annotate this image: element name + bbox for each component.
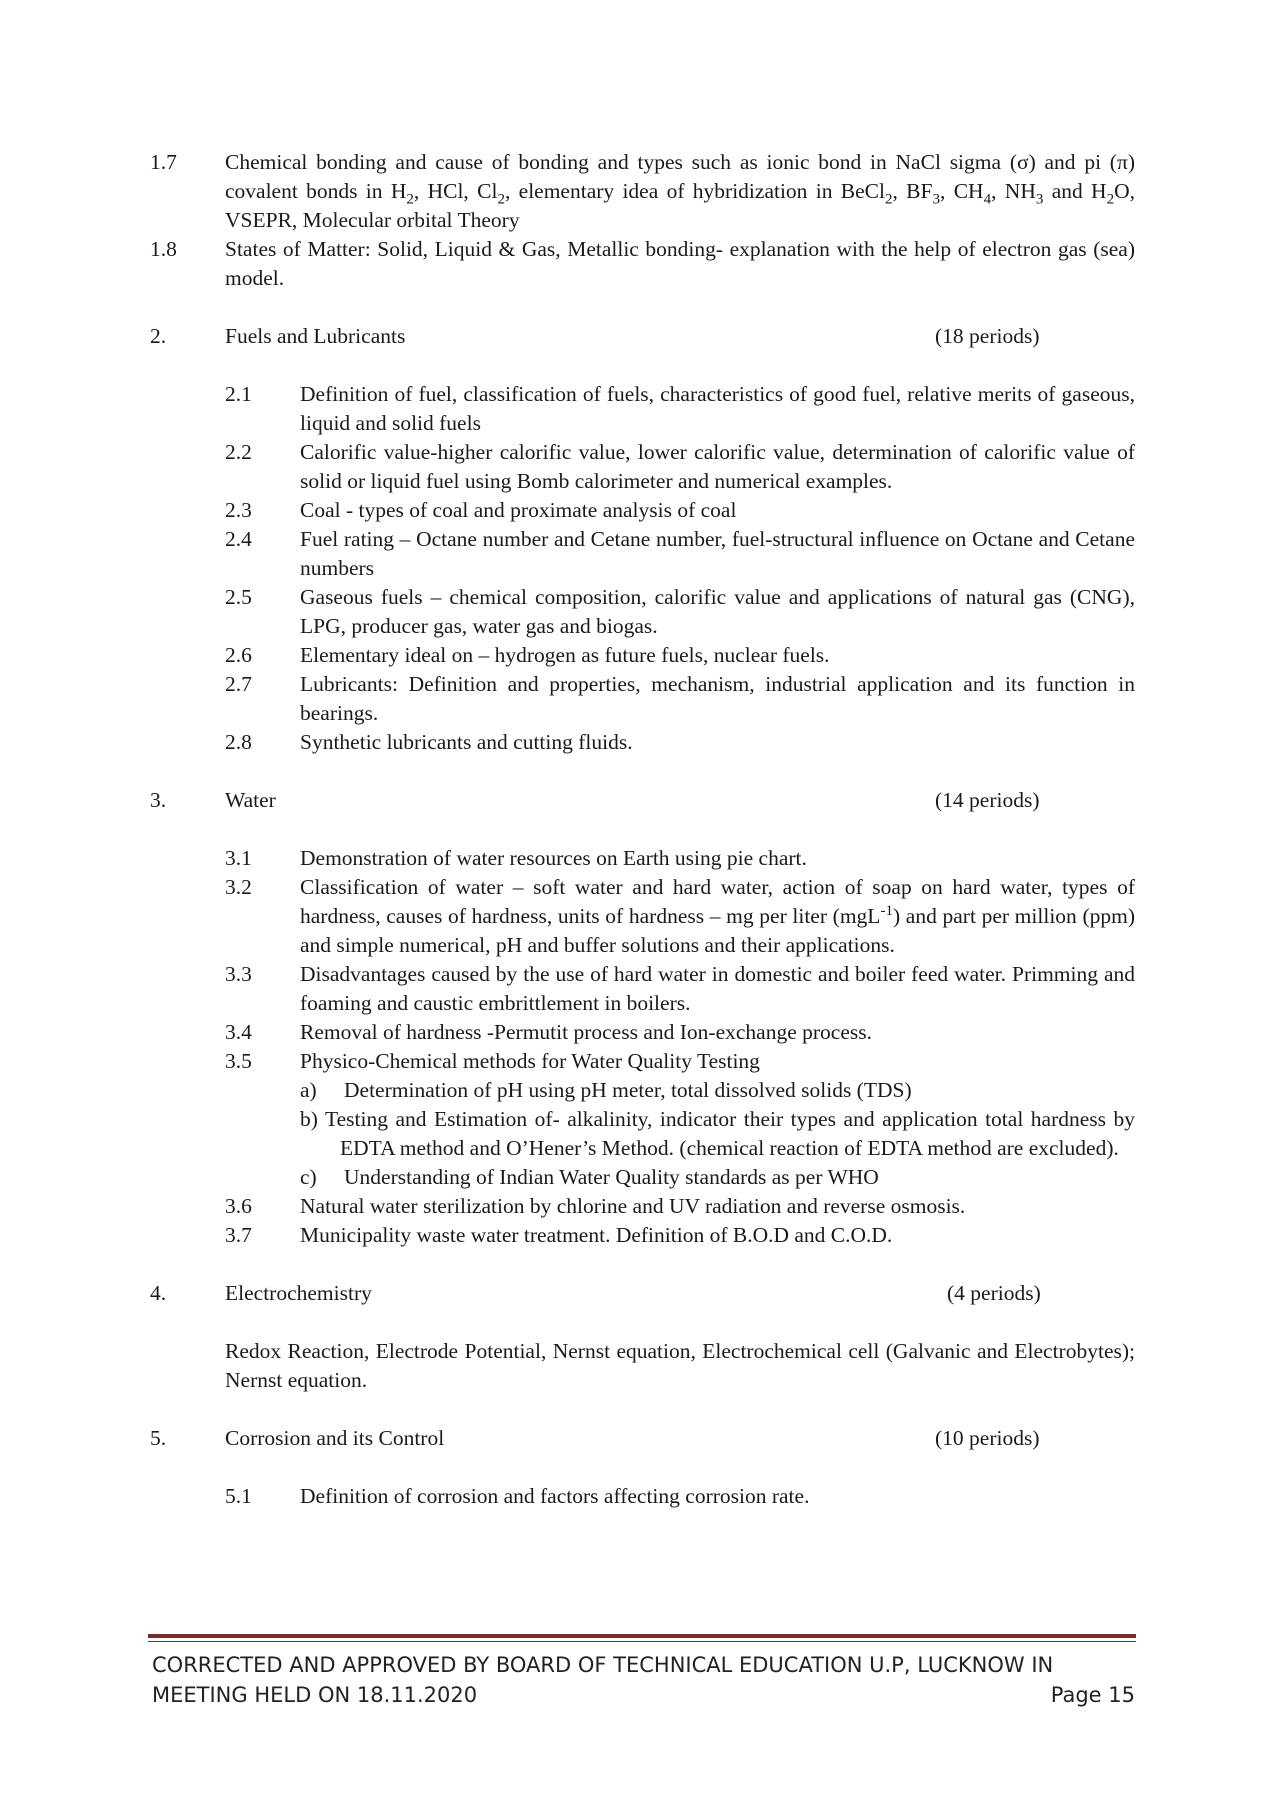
section-periods: (14 periods): [935, 788, 1040, 812]
section-title: Fuels and Lubricants: [225, 324, 406, 348]
section-periods: (10 periods): [935, 1426, 1040, 1450]
section-items-water: [150, 844, 1135, 1250]
sub-list-3-5: [225, 1076, 1135, 1192]
section-title: Electrochemistry: [225, 1281, 372, 1305]
footer-divider-thin: [148, 1641, 1136, 1642]
list-item: 2.7 Lubricants: Definition and properties, mechanism, industrial application and its function in bearings.: [225, 672, 1135, 725]
list-item: 3.6 Natural water sterilization by chlorine and UV radiation and reverse osmosis.: [225, 1194, 966, 1218]
list-item: 2.4 Fuel rating – Octane number and Cetane number, fuel-structural influence on Octane and Cetane numbers: [225, 527, 1135, 580]
list-item-1-8: [150, 235, 1135, 293]
list-item: 5.1 Definition of corrosion and factors affecting corrosion rate.: [225, 1484, 810, 1508]
page-number: Page 15: [1050, 1683, 1135, 1707]
list-item: 3.5 Physico-Chemical methods for Water Quality Testing: [225, 1049, 760, 1073]
section-number: 5.: [150, 1426, 167, 1450]
sub-list-item: b) Testing and Estimation of- alkalinity, indicator their types and application total hardness by EDTA method and O’Hener’s Method. (chemical reaction of EDTA method are excluded).: [300, 1107, 1135, 1160]
section-title: Water: [225, 788, 276, 812]
list-item: 3.2 Classification of water – soft water and hard water, action of soap on hard water, types of hardness, causes of hardness, units of hardness – mg per liter (mgL$^{-1}$) and part per million (ppm) and simple numerical, pH and buffer solutions and their applications.: [225, 875, 1135, 957]
item-text: Chemical bonding and cause of bonding and types such as ionic bond in NaCl sigma (σ) and pi (π) covalent bonds in $H_2$, HCl, $Cl_2$, elementary idea of hybridization in BeCl$_2$, $BF_3$, $CH_4$, $NH_3$ and $H_2O$, VSEPR, Molecular orbital Theory: [225, 150, 1136, 232]
item-text: States of Matter: Solid, Liquid & Gas, Metallic bonding- explanation with the help of electron gas (sea) model.: [225, 237, 1135, 290]
list-item: 2.6 Elementary ideal on – hydrogen as future fuels, nuclear fuels.: [225, 643, 830, 667]
section-heading-fuels: [150, 322, 1135, 351]
section-paragraph: Redox Reaction, Electrode Potential, Nernst equation, Electrochemical cell (Galvanic and Electrobytes); Nernst equation.: [225, 1339, 1135, 1392]
list-item: 3.4 Removal of hardness -Permutit process and Ion-exchange process.: [225, 1020, 872, 1044]
sub-list-item: a) Determination of pH using pH meter, total dissolved solids (TDS): [300, 1078, 912, 1102]
list-item: 3.7 Municipality waste water treatment. Definition of B.O.D and C.O.D.: [225, 1223, 893, 1247]
section-periods: (4 periods): [947, 1281, 1041, 1305]
list-item-1-7: [150, 148, 1135, 235]
section-heading-electrochemistry: [150, 1279, 1135, 1308]
list-item: 2.8 Synthetic lubricants and cutting fluids.: [225, 730, 633, 754]
section-items-fuels: [150, 380, 1135, 757]
item-number: 1.8: [150, 237, 177, 261]
list-item: 3.3 Disadvantages caused by the use of hard water in domestic and boiler feed water. Primming and foaming and caustic embrittlement in boilers.: [225, 962, 1135, 1015]
section-items-corrosion: [150, 1482, 1135, 1511]
section-heading-water: [150, 786, 1135, 815]
section-periods: (18 periods): [935, 324, 1040, 348]
section-number: 2.: [150, 324, 167, 348]
list-item: 2.2 Calorific value-higher calorific value, lower calorific value, determination of calorific value of solid or liquid fuel using Bomb calorimeter and numerical examples.: [225, 440, 1135, 493]
list-item: 2.3 Coal - types of coal and proximate analysis of coal: [225, 498, 737, 522]
section-heading-corrosion: [150, 1424, 1135, 1453]
section-number: 3.: [150, 788, 167, 812]
footer-line-2: MEETING HELD ON 18.11.2020: [152, 1683, 478, 1707]
item-number: 1.7: [150, 150, 177, 174]
footer-line-1: CORRECTED AND APPROVED BY BOARD OF TECHNICAL EDUCATION U.P, LUCKNOW IN: [152, 1653, 1054, 1677]
page-footer: [152, 1650, 1135, 1710]
section-number: 4.: [150, 1281, 167, 1305]
sub-list-item: c) Understanding of Indian Water Quality standards as per WHO: [300, 1165, 879, 1189]
syllabus-content: [150, 148, 1135, 1511]
list-item: 2.5 Gaseous fuels – chemical composition, calorific value and applications of natural gas (CNG), LPG, producer gas, water gas and biogas.: [225, 585, 1135, 638]
list-item: 2.1 Definition of fuel, classification of fuels, characteristics of good fuel, relative merits of gaseous, liquid and solid fuels: [225, 382, 1135, 435]
section-title: Corrosion and its Control: [225, 1426, 445, 1450]
footer-divider: [148, 1634, 1136, 1638]
list-item: 3.1 Demonstration of water resources on Earth using pie chart.: [225, 846, 807, 870]
